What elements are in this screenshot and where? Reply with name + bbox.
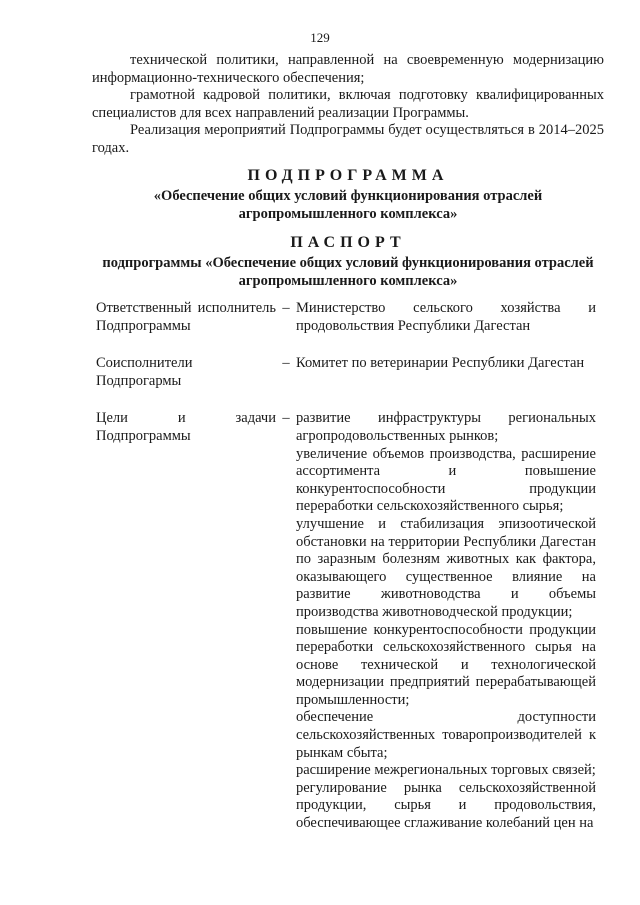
value-item: расширение межрегиональных торговых связей;: [296, 762, 596, 779]
passport-row-goals: [96, 410, 596, 832]
row-dash: –: [282, 410, 290, 427]
subprogram-title: «Обеспечение общих условий функционирования отраслей агропромышленного комплекса»: [153, 188, 543, 222]
row-label: Соисполнители Подпрогармы: [96, 355, 193, 389]
row-label: Цели и задачи Подпрограммы: [96, 410, 276, 444]
row-label: Ответственный исполнитель Подпрограммы: [96, 300, 276, 334]
passport-row-executor: [96, 300, 596, 335]
page-number: 129: [310, 30, 330, 45]
passport-title: подпрограммы «Обеспечение общих условий функционирования отраслей агропромышленного комплекса»: [102, 255, 594, 289]
intro-paragraph: технической политики, направленной на своевременную модернизацию информационно-технического обеспечения;: [92, 52, 604, 86]
value-item: регулирование рынка сельскохозяйственной продукции, сырья и продовольствия, обеспечивающее сглаживание колебаний цен на: [296, 779, 596, 832]
value-item: повышение конкурентоспособности продукции переработки сельскохозяйственного сырья на основе технической и технологической модернизации предприятий перерабатывающей промышленности;: [296, 621, 596, 708]
row-value: [296, 410, 596, 832]
row-dash: –: [282, 355, 290, 372]
value-item: увеличение объемов производства, расширение ассортимента и повышение конкурентоспособности продукции переработки сельскохозяйственного сырья;: [296, 445, 596, 515]
value-item: Министерство сельского хозяйства и продовольствия Республики Дагестан: [296, 300, 596, 334]
value-item: улучшение и стабилизация эпизоотической обстановки на территории Республики Дагестан по заразным болезням животных как фактора, оказывающего существенное влияние на развитие животноводства и объемы производства животноводческой продукции;: [296, 515, 596, 620]
intro-paragraph: Реализация мероприятий Подпрограммы будет осуществляться в 2014–2025 годах.: [92, 122, 604, 156]
row-value: [296, 300, 596, 335]
passport-header: [92, 234, 604, 290]
value-item: развитие инфраструктуры региональных агропродовольственных рынков;: [296, 410, 596, 444]
row-value: [296, 355, 596, 390]
passport-row-coexecutors: [96, 355, 596, 390]
intro-paragraph: грамотной кадровой политики, включая подготовку квалифицированных специалистов для всех направлений реализации Программы.: [92, 87, 604, 121]
passport-heading: ПАСПОРТ: [290, 234, 406, 251]
row-dash: –: [282, 300, 290, 316]
intro-text: [92, 52, 604, 157]
subprogram-header: [92, 167, 604, 223]
passport-table: [96, 300, 596, 853]
value-item: Комитет по ветеринарии Республики Дагестан: [296, 355, 585, 372]
subprogram-heading: ПОДПРОГРАММА: [247, 167, 449, 184]
value-item: обеспечение доступности сельскохозяйственных товаропроизводителей к рынкам сбыта;: [296, 709, 596, 761]
